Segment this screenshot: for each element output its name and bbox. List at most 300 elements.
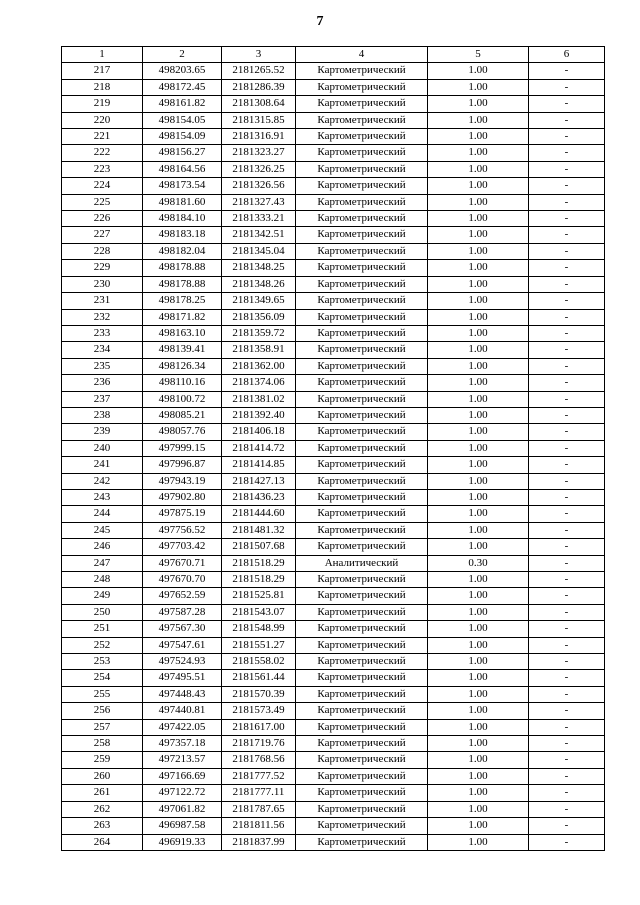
table-cell: 225 [62, 194, 143, 210]
table-cell: 226 [62, 211, 143, 227]
table-cell: - [529, 473, 605, 489]
table-row [62, 637, 605, 653]
table-row [62, 178, 605, 194]
table-row [62, 407, 605, 423]
table-cell: 2181548.99 [222, 621, 296, 637]
table-cell: - [529, 211, 605, 227]
table-cell: 498181.60 [143, 194, 222, 210]
table-cell: 1.00 [428, 309, 529, 325]
table-row [62, 752, 605, 768]
table-cell: 258 [62, 736, 143, 752]
table-cell: 251 [62, 621, 143, 637]
table-cell: 497567.30 [143, 621, 222, 637]
table-cell: 2181315.85 [222, 112, 296, 128]
table-cell: 1.00 [428, 752, 529, 768]
table-cell: 2181348.25 [222, 260, 296, 276]
table-cell: 1.00 [428, 801, 529, 817]
table-cell: Картометрический [296, 424, 428, 440]
table-cell: 497902.80 [143, 489, 222, 505]
table-cell: Картометрический [296, 309, 428, 325]
table-cell: 1.00 [428, 522, 529, 538]
table-cell: 2181327.43 [222, 194, 296, 210]
table-cell: Картометрический [296, 211, 428, 227]
table-cell: 497213.57 [143, 752, 222, 768]
table-cell: 255 [62, 686, 143, 702]
table-cell: 498172.45 [143, 79, 222, 95]
table-row [62, 506, 605, 522]
table-cell: Картометрический [296, 375, 428, 391]
table-cell: - [529, 719, 605, 735]
table-cell: 1.00 [428, 96, 529, 112]
table-cell: Картометрический [296, 736, 428, 752]
table-cell: 1.00 [428, 768, 529, 784]
table-cell: - [529, 654, 605, 670]
table-cell: 2181414.85 [222, 457, 296, 473]
table-cell: 234 [62, 342, 143, 358]
table-cell: 2181358.91 [222, 342, 296, 358]
table-cell: - [529, 604, 605, 620]
table-cell: - [529, 178, 605, 194]
table-cell: 2181427.13 [222, 473, 296, 489]
table-cell: 1.00 [428, 621, 529, 637]
table-cell: 498156.27 [143, 145, 222, 161]
table-cell: 497587.28 [143, 604, 222, 620]
table-cell: 2181444.60 [222, 506, 296, 522]
table-cell: 262 [62, 801, 143, 817]
table-cell: - [529, 621, 605, 637]
table-cell: 497495.51 [143, 670, 222, 686]
table-cell: 498057.76 [143, 424, 222, 440]
table-cell: 1.00 [428, 325, 529, 341]
table-cell: 2181326.25 [222, 161, 296, 177]
table-cell: 220 [62, 112, 143, 128]
table-cell: 2181316.91 [222, 129, 296, 145]
table-cell: 1.00 [428, 145, 529, 161]
table-cell: 1.00 [428, 506, 529, 522]
table-cell: - [529, 489, 605, 505]
table-cell: 497943.19 [143, 473, 222, 489]
table-cell: 498178.88 [143, 260, 222, 276]
table-cell: 498178.25 [143, 293, 222, 309]
table-row [62, 424, 605, 440]
table-cell: 2181359.72 [222, 325, 296, 341]
table-row [62, 785, 605, 801]
table-cell: - [529, 506, 605, 522]
page-number: 7 [316, 14, 324, 29]
table-cell: 497996.87 [143, 457, 222, 473]
table-cell: 221 [62, 129, 143, 145]
table-cell: 497166.69 [143, 768, 222, 784]
table-cell: 1.00 [428, 342, 529, 358]
table-cell: 497524.93 [143, 654, 222, 670]
table-cell: 2181308.64 [222, 96, 296, 112]
table-cell: 264 [62, 834, 143, 850]
table-cell: 1.00 [428, 703, 529, 719]
table-cell: - [529, 375, 605, 391]
table-cell: Картометрический [296, 391, 428, 407]
table-cell: Картометрический [296, 604, 428, 620]
table-cell: Картометрический [296, 522, 428, 538]
table-cell: 236 [62, 375, 143, 391]
table-cell: - [529, 293, 605, 309]
table-row [62, 276, 605, 292]
table-cell: 497652.59 [143, 588, 222, 604]
table-cell: 227 [62, 227, 143, 243]
table-cell: Картометрический [296, 63, 428, 79]
table-cell: - [529, 752, 605, 768]
table-cell: 2181265.52 [222, 63, 296, 79]
table-cell: 235 [62, 358, 143, 374]
table-cell: - [529, 736, 605, 752]
table-cell: 2181406.18 [222, 424, 296, 440]
table-cell: 1.00 [428, 407, 529, 423]
table-cell: Картометрический [296, 506, 428, 522]
table-cell: 243 [62, 489, 143, 505]
table-cell: - [529, 243, 605, 259]
table-cell: 1.00 [428, 834, 529, 850]
table-cell: Картометрический [296, 703, 428, 719]
table-row [62, 621, 605, 637]
table-row [62, 161, 605, 177]
table-cell: 1.00 [428, 424, 529, 440]
table-cell: - [529, 145, 605, 161]
table-cell: Картометрический [296, 407, 428, 423]
table-cell: 247 [62, 555, 143, 571]
table-cell: 1.00 [428, 588, 529, 604]
table-cell: Картометрический [296, 752, 428, 768]
column-header: 5 [428, 47, 529, 63]
table-cell: Картометрический [296, 260, 428, 276]
table-row [62, 375, 605, 391]
table-cell: 244 [62, 506, 143, 522]
table-cell: 2181348.26 [222, 276, 296, 292]
table-cell: 1.00 [428, 457, 529, 473]
table-cell: 2181356.09 [222, 309, 296, 325]
table-cell: 1.00 [428, 276, 529, 292]
table-cell: 240 [62, 440, 143, 456]
table-cell: 498184.10 [143, 211, 222, 227]
table-body [62, 63, 605, 851]
table-cell: 498173.54 [143, 178, 222, 194]
table-cell: 260 [62, 768, 143, 784]
table-row [62, 801, 605, 817]
table-cell: - [529, 440, 605, 456]
table-cell: 238 [62, 407, 143, 423]
table-cell: - [529, 588, 605, 604]
table-cell: - [529, 572, 605, 588]
table-cell: 231 [62, 293, 143, 309]
table-row [62, 473, 605, 489]
table-cell: 2181381.02 [222, 391, 296, 407]
table-row [62, 309, 605, 325]
table-cell: 2181323.27 [222, 145, 296, 161]
table-row [62, 260, 605, 276]
table-cell: 232 [62, 309, 143, 325]
table-cell: 2181374.06 [222, 375, 296, 391]
table-cell: 217 [62, 63, 143, 79]
table-row [62, 818, 605, 834]
table-cell: 249 [62, 588, 143, 604]
table-cell: 2181392.40 [222, 407, 296, 423]
table-cell: 498178.88 [143, 276, 222, 292]
column-header: 1 [62, 47, 143, 63]
table-row [62, 736, 605, 752]
table-cell: 1.00 [428, 670, 529, 686]
table-cell: - [529, 555, 605, 571]
table-cell: 1.00 [428, 440, 529, 456]
table-cell: 1.00 [428, 391, 529, 407]
table-row [62, 145, 605, 161]
table-row [62, 522, 605, 538]
table-cell: 496987.58 [143, 818, 222, 834]
table-cell: 496919.33 [143, 834, 222, 850]
table-cell: - [529, 227, 605, 243]
table-row [62, 604, 605, 620]
table-cell: Картометрический [296, 457, 428, 473]
table-cell: 256 [62, 703, 143, 719]
table-cell: Картометрический [296, 79, 428, 95]
table-row [62, 79, 605, 95]
table-cell: 0.30 [428, 555, 529, 571]
table-cell: 497547.61 [143, 637, 222, 653]
table-row [62, 703, 605, 719]
table-cell: 2181333.21 [222, 211, 296, 227]
table-cell: 2181349.65 [222, 293, 296, 309]
table-cell: 218 [62, 79, 143, 95]
table-cell: Картометрический [296, 276, 428, 292]
table-cell: - [529, 194, 605, 210]
table-row [62, 457, 605, 473]
table-cell: 498164.56 [143, 161, 222, 177]
table-row [62, 834, 605, 850]
table-cell: - [529, 522, 605, 538]
table-cell: 2181573.49 [222, 703, 296, 719]
table-cell: 497756.52 [143, 522, 222, 538]
table-row [62, 572, 605, 588]
table-cell: - [529, 785, 605, 801]
table-cell: 2181326.56 [222, 178, 296, 194]
table-cell: 1.00 [428, 654, 529, 670]
table-row [62, 358, 605, 374]
table-cell: Картометрический [296, 358, 428, 374]
table-cell: Картометрический [296, 96, 428, 112]
table-cell: 2181345.04 [222, 243, 296, 259]
table-cell: 498100.72 [143, 391, 222, 407]
table-cell: 230 [62, 276, 143, 292]
table-cell: - [529, 637, 605, 653]
table-row [62, 391, 605, 407]
table-cell: 1.00 [428, 604, 529, 620]
table-row [62, 211, 605, 227]
table-cell: 250 [62, 604, 143, 620]
table-cell: 223 [62, 161, 143, 177]
table-cell: Картометрический [296, 654, 428, 670]
table-cell: - [529, 703, 605, 719]
table-row [62, 489, 605, 505]
table-cell: 1.00 [428, 539, 529, 555]
table-cell: 1.00 [428, 686, 529, 702]
table-cell: 237 [62, 391, 143, 407]
table-cell: Картометрический [296, 293, 428, 309]
column-header: 3 [222, 47, 296, 63]
table-cell: - [529, 129, 605, 145]
table-cell: 224 [62, 178, 143, 194]
table-cell: Картометрический [296, 588, 428, 604]
table-cell: 1.00 [428, 178, 529, 194]
table-row [62, 686, 605, 702]
column-header: 6 [529, 47, 605, 63]
table-cell: - [529, 834, 605, 850]
table-row [62, 654, 605, 670]
table-cell: 241 [62, 457, 143, 473]
table-cell: 497448.43 [143, 686, 222, 702]
table-row [62, 768, 605, 784]
table-cell: 2181543.07 [222, 604, 296, 620]
table-cell: Картометрический [296, 145, 428, 161]
table-cell: 1.00 [428, 243, 529, 259]
table-cell: 1.00 [428, 112, 529, 128]
table-cell: 498163.10 [143, 325, 222, 341]
table-cell: 2181570.39 [222, 686, 296, 702]
table-cell: 1.00 [428, 358, 529, 374]
table-cell: 498139.41 [143, 342, 222, 358]
table-cell: 2181617.00 [222, 719, 296, 735]
table-cell: 246 [62, 539, 143, 555]
table-row [62, 440, 605, 456]
table-cell: 497122.72 [143, 785, 222, 801]
table-cell: 2181286.39 [222, 79, 296, 95]
table-cell: 233 [62, 325, 143, 341]
table-cell: 2181719.76 [222, 736, 296, 752]
table-cell: 1.00 [428, 489, 529, 505]
table-cell: 497670.70 [143, 572, 222, 588]
table-cell: Картометрический [296, 670, 428, 686]
table-cell: Картометрический [296, 473, 428, 489]
table-cell: 498085.21 [143, 407, 222, 423]
table-cell: 1.00 [428, 785, 529, 801]
table-row [62, 325, 605, 341]
table-cell: 2181837.99 [222, 834, 296, 850]
table-cell: 263 [62, 818, 143, 834]
table-cell: Картометрический [296, 621, 428, 637]
table-cell: 259 [62, 752, 143, 768]
table-cell: Картометрический [296, 129, 428, 145]
table-cell: - [529, 358, 605, 374]
table-cell: 242 [62, 473, 143, 489]
table-cell: Картометрический [296, 834, 428, 850]
table-cell: Картометрический [296, 342, 428, 358]
table-cell: 498110.16 [143, 375, 222, 391]
table-cell: 229 [62, 260, 143, 276]
table-row [62, 719, 605, 735]
table-row [62, 194, 605, 210]
table-cell: 219 [62, 96, 143, 112]
table-cell: - [529, 539, 605, 555]
table-cell: Картометрический [296, 194, 428, 210]
table-cell: Картометрический [296, 818, 428, 834]
table-cell: 497440.81 [143, 703, 222, 719]
table-cell: Картометрический [296, 572, 428, 588]
table-cell: - [529, 161, 605, 177]
table-cell: 1.00 [428, 719, 529, 735]
table-cell: Картометрический [296, 325, 428, 341]
table-cell: 2181518.29 [222, 555, 296, 571]
table-cell: 2181777.52 [222, 768, 296, 784]
table-cell: - [529, 325, 605, 341]
table-cell: Картометрический [296, 178, 428, 194]
table-cell: 1.00 [428, 818, 529, 834]
table-cell: - [529, 457, 605, 473]
table-cell: 2181777.11 [222, 785, 296, 801]
table-cell: 497703.42 [143, 539, 222, 555]
table-cell: Картометрический [296, 785, 428, 801]
table-cell: 498183.18 [143, 227, 222, 243]
table-cell: 2181558.02 [222, 654, 296, 670]
table-row [62, 96, 605, 112]
table-row [62, 588, 605, 604]
table-cell: 253 [62, 654, 143, 670]
table-cell: Картометрический [296, 161, 428, 177]
table-cell: 497999.15 [143, 440, 222, 456]
table-cell: - [529, 424, 605, 440]
table-cell: - [529, 768, 605, 784]
table-cell: 1.00 [428, 129, 529, 145]
table-cell: 497357.18 [143, 736, 222, 752]
table-cell: 228 [62, 243, 143, 259]
table-cell: 261 [62, 785, 143, 801]
table-cell: - [529, 818, 605, 834]
table-cell: 248 [62, 572, 143, 588]
table-cell: 2181551.27 [222, 637, 296, 653]
table-cell: 1.00 [428, 293, 529, 309]
table-cell: 498171.82 [143, 309, 222, 325]
table-cell: 2181525.81 [222, 588, 296, 604]
table-cell: 1.00 [428, 473, 529, 489]
table-cell: 1.00 [428, 375, 529, 391]
table-cell: - [529, 63, 605, 79]
table-cell: 498161.82 [143, 96, 222, 112]
table-row [62, 227, 605, 243]
table-cell: 1.00 [428, 637, 529, 653]
table-cell: 254 [62, 670, 143, 686]
table-row [62, 670, 605, 686]
table-cell: 2181768.56 [222, 752, 296, 768]
table-cell: 257 [62, 719, 143, 735]
table-cell: 252 [62, 637, 143, 653]
table-cell: 239 [62, 424, 143, 440]
table-cell: 222 [62, 145, 143, 161]
table-row [62, 112, 605, 128]
table-cell: Картометрический [296, 801, 428, 817]
table-cell: 1.00 [428, 736, 529, 752]
table-cell: 1.00 [428, 161, 529, 177]
table-cell: 2181787.65 [222, 801, 296, 817]
table-row [62, 342, 605, 358]
table-cell: 1.00 [428, 194, 529, 210]
table-cell: 497422.05 [143, 719, 222, 735]
table-cell: 1.00 [428, 260, 529, 276]
table-cell: Картометрический [296, 719, 428, 735]
table-cell: - [529, 801, 605, 817]
table-cell: 2181561.44 [222, 670, 296, 686]
table-row [62, 243, 605, 259]
table-cell: Картометрический [296, 686, 428, 702]
table-cell: 497670.71 [143, 555, 222, 571]
table-cell: - [529, 79, 605, 95]
table-row [62, 129, 605, 145]
table-row [62, 63, 605, 79]
table-cell: - [529, 309, 605, 325]
